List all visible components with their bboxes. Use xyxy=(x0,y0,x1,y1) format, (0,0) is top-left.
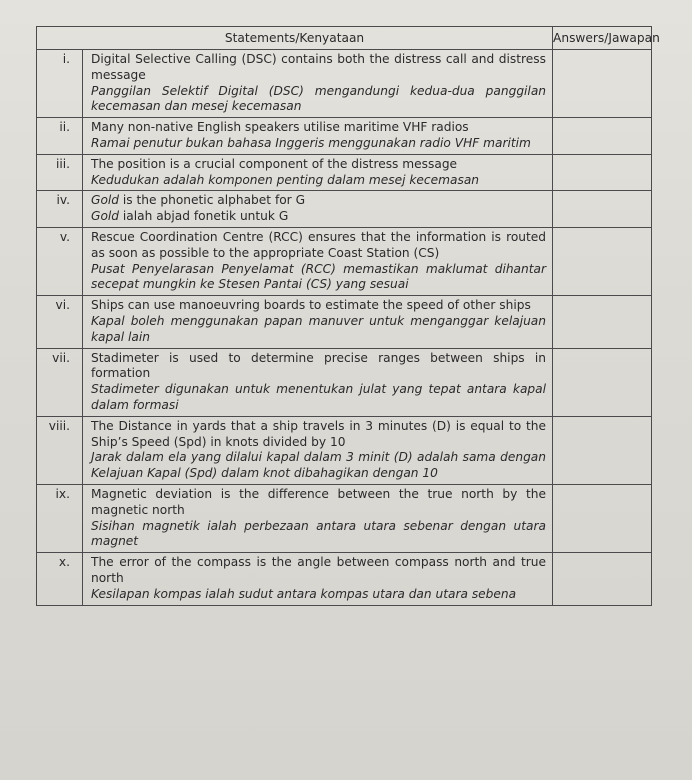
gold-word: Gold xyxy=(91,193,120,208)
table-row xyxy=(37,50,652,118)
row-number: viii. xyxy=(37,416,83,484)
row-number: iv. xyxy=(37,191,83,228)
statement-english: Digital Selective Calling (DSC) contains both the distress call and distress message xyxy=(91,52,547,82)
answer-cell[interactable] xyxy=(553,50,652,118)
row-number: ii. xyxy=(37,118,83,155)
statement-cell xyxy=(83,154,553,191)
statement-cell xyxy=(83,348,553,416)
table-row xyxy=(37,154,652,191)
statement-english: Many non-native English speakers utilise maritime VHF radios xyxy=(91,120,469,135)
statement-english: Rescue Coordination Centre (RCC) ensures that the information is routed as soon as possible to the appropriate Coast Station (CS) xyxy=(91,229,547,260)
answer-cell[interactable] xyxy=(553,191,652,228)
statement-malay-rest: ialah abjad fonetik untuk G xyxy=(119,209,289,224)
answer-cell[interactable] xyxy=(553,296,652,348)
row-number: vii. xyxy=(37,348,83,416)
answer-cell[interactable] xyxy=(553,416,652,484)
row-number: i. xyxy=(37,50,83,118)
row-number: ix. xyxy=(37,484,83,552)
statement-cell xyxy=(83,227,553,295)
answer-cell[interactable] xyxy=(553,348,652,416)
statement-malay: Jarak dalam ela yang dilalui kapal dalam 3 minit (D) adalah sama dengan Kelajuan Kapal (Spd) dalam knot dibahagikan dengan 10 xyxy=(91,450,547,481)
statement-malay: Pusat Penyelarasan Penyelamat (RCC) memastikan maklumat dihantar secepat mungkin ke Stesen Pantai (CS) yang sesuai xyxy=(91,261,547,292)
answer-cell[interactable] xyxy=(553,154,652,191)
statement-cell xyxy=(83,296,553,348)
gold-word: Gold xyxy=(91,209,120,224)
statement-cell xyxy=(83,191,553,228)
table-row xyxy=(37,484,652,552)
statement-english-rest: is the phonetic alphabet for G xyxy=(119,193,306,208)
table-header-row xyxy=(37,27,652,50)
statement-malay: Sisihan magnetik ialah perbezaan antara utara sebenar dengan utara magnet xyxy=(91,518,547,549)
row-number: iii. xyxy=(37,154,83,191)
statement-english xyxy=(91,193,546,209)
table-row xyxy=(37,227,652,295)
row-number: vi. xyxy=(37,296,83,348)
statement-cell xyxy=(83,484,553,552)
table-row xyxy=(37,416,652,484)
statement-malay: Panggilan Selektif Digital (DSC) mengandungi kedua-dua panggilan kecemasan dan mesej kecemasan xyxy=(91,83,547,114)
answer-cell[interactable] xyxy=(553,227,652,295)
statement-cell xyxy=(83,553,553,605)
statement-malay: Stadimeter digunakan untuk menentukan julat yang tepat antara kapal dalam formasi xyxy=(91,382,547,412)
statement-english: Stadimeter is used to determine precise ranges between ships in formation xyxy=(91,350,547,381)
statement-malay xyxy=(91,209,546,225)
row-number: v. xyxy=(37,227,83,295)
statement-english: The position is a crucial component of the distress message xyxy=(91,156,458,171)
table-row xyxy=(37,348,652,416)
statement-malay: Kesilapan kompas ialah sudut antara kompas utara dan utara sebena xyxy=(91,586,517,601)
statement-cell xyxy=(83,50,553,118)
statement-malay: Kapal boleh menggunakan papan manuver untuk menganggar kelajuan kapal lain xyxy=(91,313,547,344)
answer-cell[interactable] xyxy=(553,118,652,155)
table-row xyxy=(37,553,652,605)
answer-cell[interactable] xyxy=(553,484,652,552)
statement-malay: Kedudukan adalah komponen penting dalam mesej kecemasan xyxy=(91,172,480,187)
answers-header: Answers/Jawapan xyxy=(553,27,652,50)
statement-malay: Ramai penutur bukan bahasa Inggeris menggunakan radio VHF maritim xyxy=(91,135,531,150)
row-number: x. xyxy=(37,553,83,605)
statement-cell xyxy=(83,416,553,484)
answer-cell[interactable] xyxy=(553,553,652,605)
table-row xyxy=(37,296,652,348)
statements-table xyxy=(36,26,660,606)
statements-header: Statements/Kenyataan xyxy=(37,27,553,50)
statement-cell xyxy=(83,118,553,155)
statement-english: The Distance in yards that a ship travels in 3 minutes (D) is equal to the Ship’s Speed (Spd) in knots divided by 10 xyxy=(91,418,547,449)
statement-english: Ships can use manoeuvring boards to estimate the speed of other ships xyxy=(91,298,531,313)
statement-english: Magnetic deviation is the difference between the true north by the magnetic north xyxy=(91,486,547,517)
statement-english: The error of the compass is the angle between compass north and true north xyxy=(91,555,547,585)
table-row xyxy=(37,118,652,155)
table-row xyxy=(37,191,652,228)
